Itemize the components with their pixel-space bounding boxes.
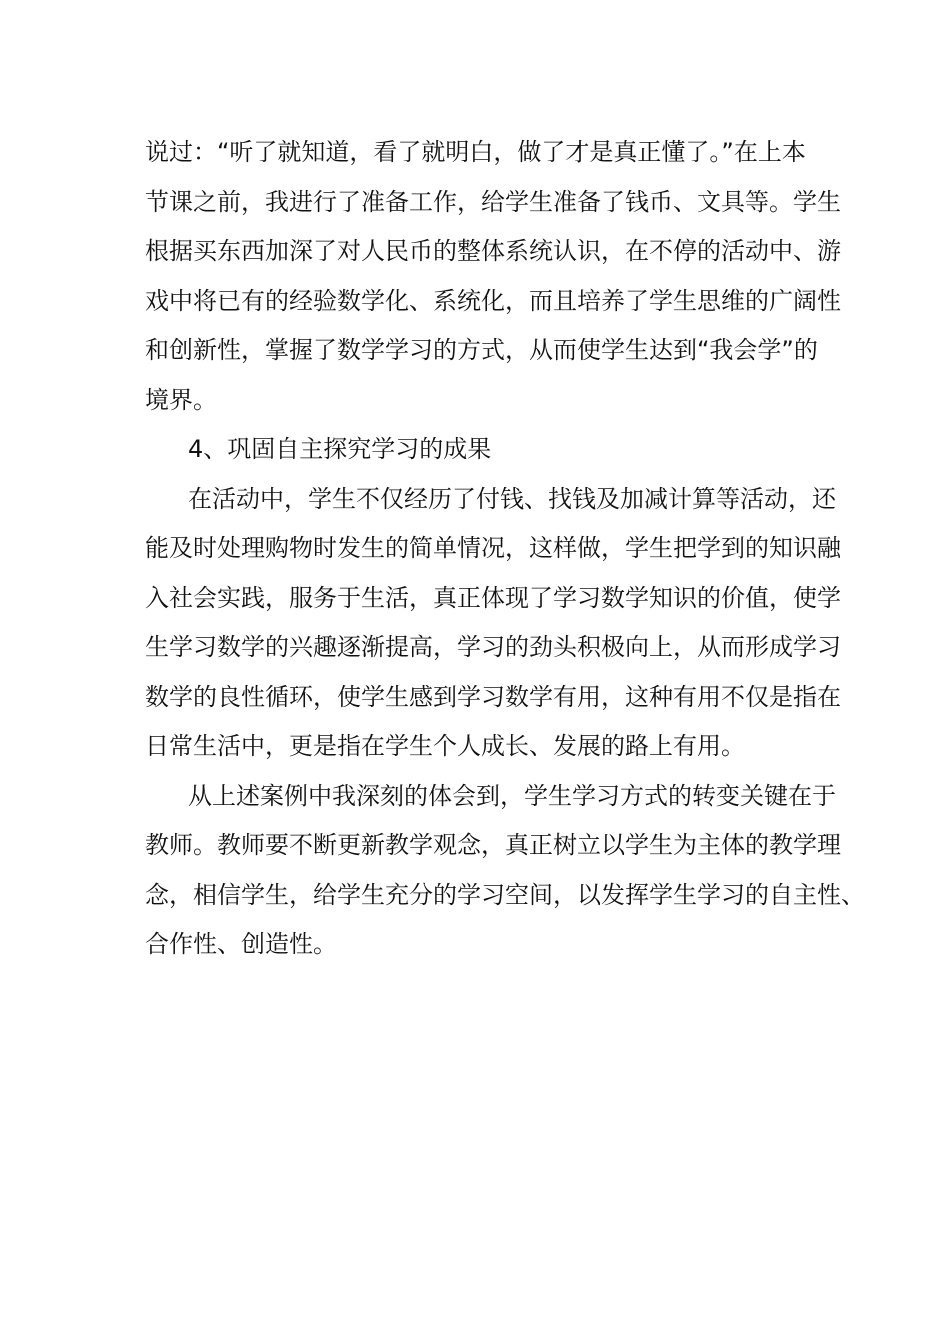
paragraph-3 (145, 772, 865, 970)
document-body (145, 128, 865, 970)
paragraph-2-line: 入社会实践，服务于生活，真正体现了学习数学知识的价值，使学 (145, 583, 841, 612)
paragraph-3-line: 合作性、创造性。 (145, 930, 337, 958)
paragraph-1-line: 和创新性，掌握了数学学习的方式，从而使学生达到“我会学”的 (145, 336, 818, 364)
paragraph-2-line: 能及时处理购物时发生的简单情况，这样做，学生把学到的知识融 (145, 534, 841, 562)
paragraph-3-line: 教师。教师要不断更新教学观念，真正树立以学生为主体的教学理 (145, 831, 841, 859)
paragraph-1-line: 说过：“听了就知道，看了就明白，做了才是真正懂了。”在上本 (145, 138, 806, 166)
paragraph-2-line: 日常生活中，更是指在学生个人成长、发展的路上有用。 (145, 732, 745, 760)
paragraph-3-line: 从上述案例中我深刻的体会到，学生学习方式的转变关键在于 (188, 781, 836, 810)
paragraph-1-line: 境界。 (145, 385, 217, 414)
paragraph-2-line: 生学习数学的兴趣逐渐提高，学习的劲头积极向上，从而形成学习 (145, 633, 841, 661)
paragraph-1-line: 节课之前，我进行了准备工作，给学生准备了钱币、文具等。学生 (145, 187, 841, 216)
paragraph-1-line: 根据买东西加深了对人民币的整体系统认识，在不停的活动中、游 (145, 237, 841, 265)
paragraph-2 (145, 475, 841, 772)
paragraph-1 (145, 128, 841, 425)
paragraph-1-line: 戏中将已有的经验数学化、系统化，而且培养了学生思维的广阔性 (145, 286, 841, 315)
paragraph-3-line: 念，相信学生，给学生充分的学习空间，以发挥学生学习的自主性、 (145, 880, 865, 909)
paragraph-2-line: 在活动中，学生不仅经历了付钱、找钱及加减计算等活动，还 (188, 484, 836, 513)
section-heading: 4、巩固自主探究学习的成果 (188, 435, 492, 463)
paragraph-2-line: 数学的良性循环，使学生感到学习数学有用，这种有用不仅是指在 (145, 682, 841, 711)
